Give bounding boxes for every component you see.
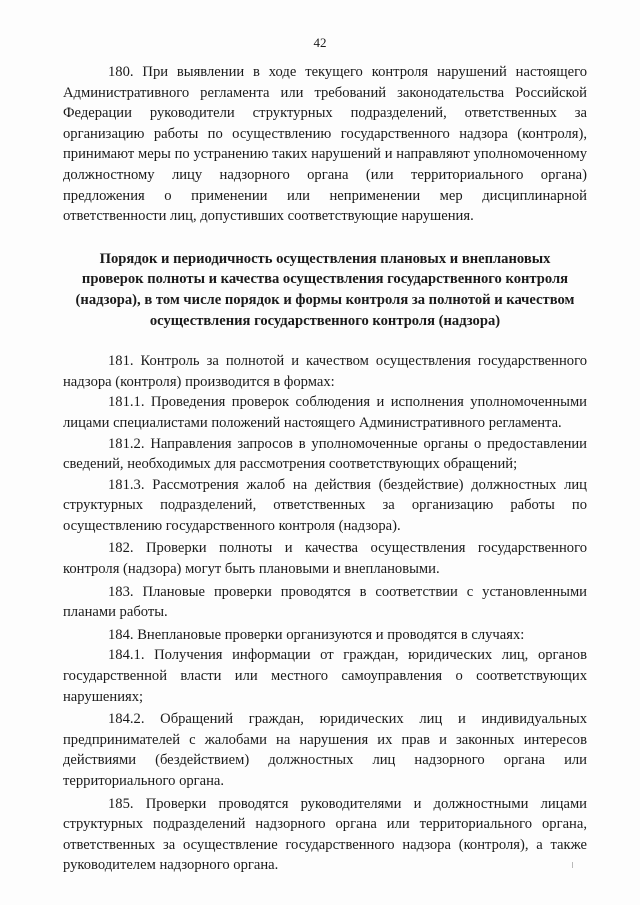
paragraph-181-2: 181.2. Направления запросов в уполномоченные органы о предоставлении сведений, необходимых для рассмотрения соответствующих обращений; (63, 435, 587, 473)
paragraph-181-1: 181.1. Проведения проверок соблюдения и исполнения уполномоченными лицами специалистами положений настоящего Административного регламента. (63, 394, 587, 431)
scan-mark (572, 862, 573, 868)
paragraph-184-2: 184.2. Обращений граждан, юридических лиц и индивидуальных предпринимателей с жалобами на нарушения их прав и законных интересов действиями (бездействием) должностных лиц надзорного органа или территориального органа. (63, 711, 587, 789)
section-heading: Порядок и периодичность осуществления плановых и внеплановых проверок полноты и качества осуществления государственного контроля (надзора), в том числе порядок и формы контроля за полнотой и качеством осуществления государственного контроля (надзора) (75, 250, 575, 329)
paragraph-180: 180. При выявлении в ходе текущего контроля нарушений настоящего Административного регламента или требований законодательства Российской Федерации руководители структурных подразделений, ответственных за организацию работы по осуществлению государственного надзора (контроля), принимают меры по устранению таких нарушений и направляют уполномоченному должностному лицу надзорного органа (или территориального органа) предложения о применении или неприменении мер дисциплинарной ответственности лиц, допустивших соответствующие нарушения. (63, 64, 587, 225)
paragraph-183: 183. Плановые проверки проводятся в соответствии с установленными планами работы. (63, 583, 587, 621)
paragraph-185: 185. Проверки проводятся руководителями и должностными лицами структурных подразделений надзорного органа или территориального органа, ответственных за осуществление государственного надзора (контроля), а также руководителем надзорного органа. (63, 795, 587, 874)
paragraph-184: 184. Внеплановые проверки организуются и проводятся в случаях: (108, 626, 525, 643)
page-number: 42 (313, 35, 327, 50)
paragraph-181: 181. Контроль за полнотой и качеством осуществления государственного надзора (контроля) производится в формах: (63, 353, 587, 390)
paragraph-182: 182. Проверки полноты и качества осуществления государственного контроля (надзора) могут быть плановыми и внеплановыми. (63, 540, 587, 578)
paragraph-181-3: 181.3. Рассмотрения жалоб на действия (бездействие) должностных лиц структурных подразделений, ответственных за организацию работы по осуществлению государственного контроля (надзора). (63, 476, 587, 534)
paragraph-184-1: 184.1. Получения информации от граждан, юридических лиц, органов государственной власти или местного самоуправления о соответствующих нарушениях; (63, 647, 587, 705)
document-body (63, 62, 587, 876)
